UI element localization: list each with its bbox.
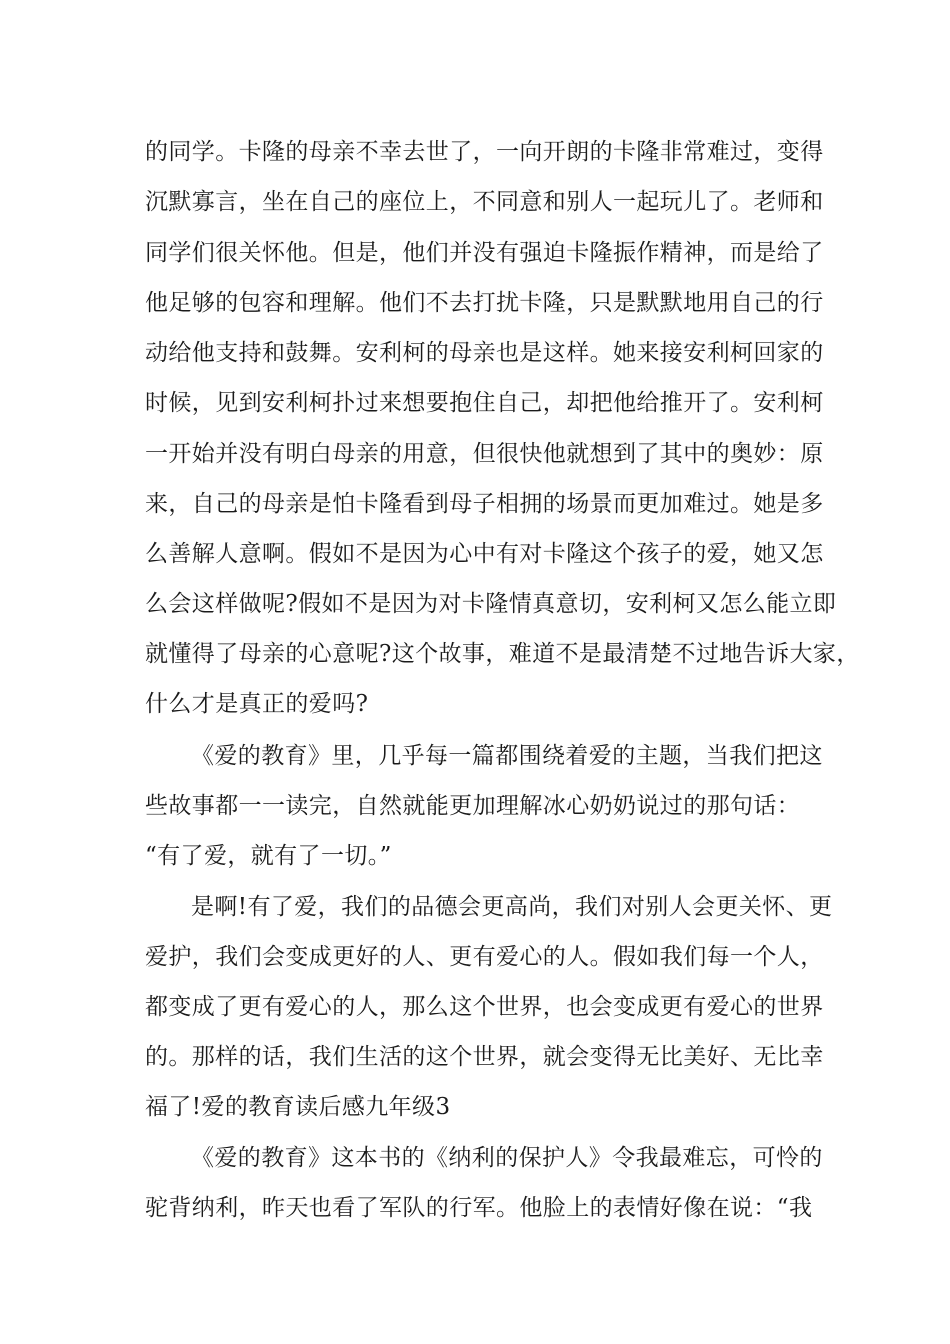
text-line: 同学们很关怀他。但是，他们并没有强迫卡隆振作精神，而是给了 — [145, 240, 824, 266]
paragraph-first-line: 《爱的教育》这本书的《纳利的保护人》令我最难忘，可怜的 — [191, 1145, 823, 1171]
text-line: 的。那样的话，我们生活的这个世界，就会变得无比美好、无比幸 — [145, 1044, 824, 1070]
text-line: 些故事都一一读完，自然就能更加理解冰心奶奶说过的那句话： — [145, 793, 801, 819]
text-line: 爱护，我们会变成更好的人、更有爱心的人。假如我们每一个人， — [145, 944, 824, 970]
text-line: 福了!爱的教育读后感九年级3 — [145, 1094, 451, 1120]
text-line: 么会这样做呢?假如不是因为对卡隆情真意切，安利柯又怎么能立即 — [145, 591, 837, 617]
text-line: 都变成了更有爱心的人，那么这个世界，也会变成更有爱心的世界 — [145, 994, 824, 1020]
text-line: 来，自己的母亲是怕卡隆看到母子相拥的场景而更加难过。她是多 — [145, 491, 824, 517]
text-line: 驼背纳利，昨天也看了军队的行军。他脸上的表情好像在说：“我 — [145, 1195, 813, 1221]
paragraph-first-line: 《爱的教育》里，几乎每一篇都围绕着爱的主题，当我们把这 — [191, 743, 823, 769]
text-line: 沉默寡言，坐在自己的座位上，不同意和别人一起玩儿了。老师和 — [145, 189, 824, 215]
text-line: 动给他支持和鼓舞。安利柯的母亲也是这样。她来接安利柯回家的 — [145, 340, 824, 366]
paragraph-first-line: 是啊!有了爱，我们的品德会更高尚，我们对别人会更关怀、更 — [191, 894, 833, 920]
text-line: 时候，见到安利柯扑过来想要抱住自己，却把他给推开了。安利柯 — [145, 390, 824, 416]
text-line: 就懂得了母亲的心意呢?这个故事，难道不是最清楚不过地告诉大家， — [145, 641, 860, 667]
text-line: 什么才是真正的爱吗? — [145, 691, 369, 717]
text-line: 他足够的包容和理解。他们不去打扰卡隆，只是默默地用自己的行 — [145, 290, 824, 316]
text-line: 么善解人意啊。假如不是因为心中有对卡隆这个孩子的爱，她又怎 — [145, 541, 824, 567]
text-line: “有了爱，就有了一切。” — [145, 843, 392, 869]
text-line: 的同学。卡隆的母亲不幸去世了，一向开朗的卡隆非常难过，变得 — [145, 139, 824, 165]
text-line: 一开始并没有明白母亲的用意，但很快他就想到了其中的奥妙：原 — [145, 441, 824, 467]
